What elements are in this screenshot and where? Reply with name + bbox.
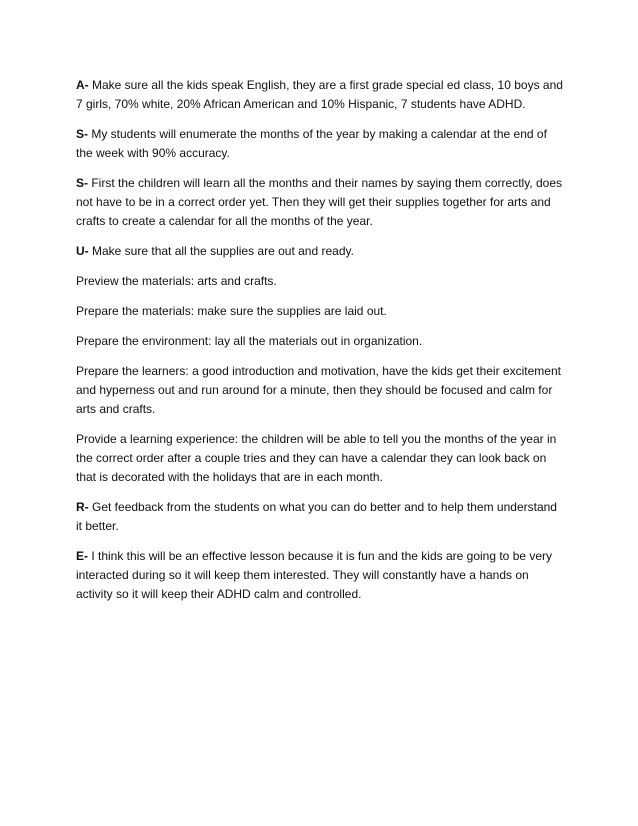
paragraph-text: Prepare the materials: make sure the supplies are laid out.: [76, 304, 387, 318]
paragraph-text: Make sure all the kids speak English, they are a first grade special ed class, 10 boys and 7 girls, 70% white, 20% African American and 10% Hispanic, 7 students have ADHD.: [76, 78, 563, 111]
paragraph-state-objectives: [76, 125, 566, 163]
paragraph-text: Make sure that all the supplies are out and ready.: [88, 244, 354, 258]
paragraph-provide-experience: [76, 430, 566, 487]
paragraph-lead: E-: [76, 549, 88, 563]
paragraph-utilize-materials: [76, 242, 566, 261]
paragraph-text: Preview the materials: arts and crafts.: [76, 274, 277, 288]
paragraph-evaluate: [76, 547, 566, 604]
paragraph-lead: S-: [76, 127, 88, 141]
paragraph-text: I think this will be an effective lesson because it is fun and the kids are going to be very interacted during so it will keep them interested. They will constantly have a hands on activity so it will keep their ADHD calm and controlled.: [76, 549, 553, 601]
paragraph-prepare-environment: [76, 332, 566, 351]
paragraph-require-participation: [76, 498, 566, 536]
paragraph-analyze-learners: [76, 76, 566, 114]
document-body: [76, 76, 566, 615]
paragraph-lead: R-: [76, 500, 89, 514]
paragraph-prepare-learners: [76, 362, 566, 419]
paragraph-lead: A-: [76, 78, 89, 92]
paragraph-preview-materials: [76, 272, 566, 291]
paragraph-select-methods: [76, 174, 566, 231]
paragraph-prepare-materials: [76, 302, 566, 321]
paragraph-text: Provide a learning experience: the children will be able to tell you the months of the year in the correct order after a couple tries and they can have a calendar they can look back on that is decorated with the holidays that are in each month.: [76, 432, 557, 484]
paragraph-text: My students will enumerate the months of the year by making a calendar at the end of the week with 90% accuracy.: [76, 127, 547, 160]
paragraph-text: First the children will learn all the months and their names by saying them correctly, does not have to be in a correct order yet. Then they will get their supplies together for arts and crafts to create a calendar for all the months of the year.: [76, 176, 562, 228]
paragraph-text: Prepare the environment: lay all the materials out in organization.: [76, 334, 423, 348]
paragraph-text: Prepare the learners: a good introduction and motivation, have the kids get their excitement and hyperness out and run around for a minute, then they should be focused and calm for arts and crafts.: [76, 364, 561, 416]
paragraph-lead: U-: [76, 244, 89, 258]
paragraph-lead: S-: [76, 176, 88, 190]
paragraph-text: Get feedback from the students on what you can do better and to help them understand it better.: [76, 500, 557, 533]
